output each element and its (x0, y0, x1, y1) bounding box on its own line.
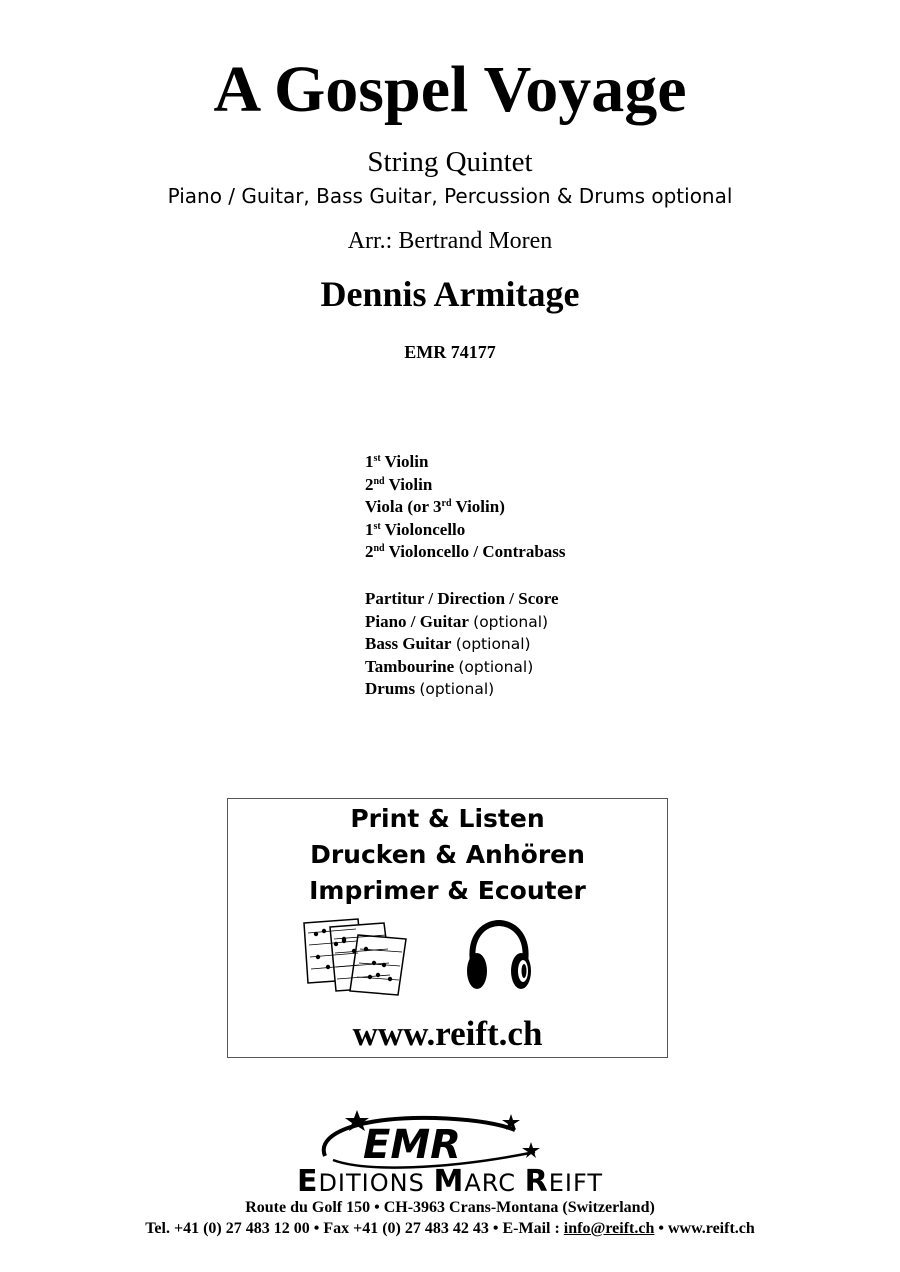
part-violin-1 (365, 451, 765, 474)
part-viola (365, 496, 765, 519)
part-piano-guitar (365, 611, 765, 634)
part-label: Violin) (451, 497, 505, 516)
part-cello-1 (365, 519, 765, 542)
title: A Gospel Voyage (213, 53, 687, 126)
email-link[interactable]: info@reift.ch (563, 1220, 655, 1237)
promo-lines (228, 801, 667, 909)
emr-logo (305, 1108, 555, 1174)
arranger: Arr.: Bertrand Moren (347, 228, 553, 254)
subtitle: String Quintet (367, 146, 533, 178)
website-url[interactable]: www.reift.ch (352, 1014, 543, 1053)
part-ordinal: st (373, 453, 381, 464)
promo-line-french: Imprimer & Ecouter (309, 876, 586, 905)
part-num: 2 (365, 474, 374, 494)
part-label: Violin (380, 452, 429, 471)
publisher-name-part: EIFT (548, 1169, 604, 1197)
publisher-address: Route du Golf 150 • CH-3963 Crans-Montana (Switzerland) (245, 1199, 655, 1216)
publisher-initial: R (524, 1164, 549, 1199)
part-ordinal: nd (373, 543, 385, 554)
publisher-name-part: DITIONS (318, 1169, 434, 1197)
optional-note: (optional) (458, 657, 534, 676)
part-label: Drums (365, 679, 416, 698)
part-num: 1 (365, 452, 374, 471)
part-bass-guitar (365, 633, 765, 656)
star-icon (522, 1142, 540, 1158)
optional-note: (optional) (419, 680, 495, 698)
optional-note: (optional) (455, 635, 531, 653)
part-score (365, 588, 765, 611)
contact-website[interactable]: • www.reift.ch (654, 1220, 755, 1237)
part-label: Tambourine (365, 656, 455, 676)
part-violin-2 (365, 474, 765, 497)
composer: Dennis Armitage (320, 274, 580, 314)
part-drums (365, 678, 765, 701)
part-tambourine (365, 656, 765, 679)
optional-note: (optional) (473, 612, 549, 631)
promo-line-german: Drucken & Anhören (310, 840, 585, 869)
publisher-name (0, 1164, 900, 1199)
part-ordinal: nd (373, 475, 385, 487)
part-num: 2 (365, 542, 374, 561)
publisher-name-part: ARC (464, 1169, 525, 1197)
part-label: Violoncello (380, 519, 466, 539)
string-parts-list (365, 451, 765, 564)
part-ordinal: rd (441, 498, 452, 509)
contact-phone-fax: Tel. +41 (0) 27 483 12 00 • Fax +41 (0) 27 483 42 43 • E-Mail : (145, 1220, 564, 1237)
print-listen-box (227, 798, 668, 1058)
publisher-initial: M (433, 1164, 465, 1199)
part-num: 1 (365, 519, 374, 539)
part-label: Viola (or 3 (365, 497, 442, 516)
part-label: Piano / Guitar (365, 611, 469, 631)
headphones-icon (463, 919, 535, 993)
part-label: Partitur / Direction / Score (365, 589, 559, 608)
promo-line-english: Print & Listen (350, 804, 545, 833)
catalog-number: EMR 74177 (404, 342, 496, 362)
instrumentation-note: Piano / Guitar, Bass Guitar, Percussion & Drums optional (167, 184, 733, 208)
part-label: Violoncello / Contrabass (384, 542, 566, 561)
part-cello-2 (365, 541, 765, 564)
extra-parts-list (365, 588, 765, 701)
logo-text: EMR (363, 1122, 461, 1168)
part-ordinal: st (373, 520, 381, 532)
part-label: Violin (384, 474, 433, 494)
sheet-music-icon (300, 917, 412, 997)
publisher-initial: E (296, 1164, 319, 1199)
part-label: Bass Guitar (365, 634, 452, 653)
publisher-contact (0, 1218, 900, 1240)
